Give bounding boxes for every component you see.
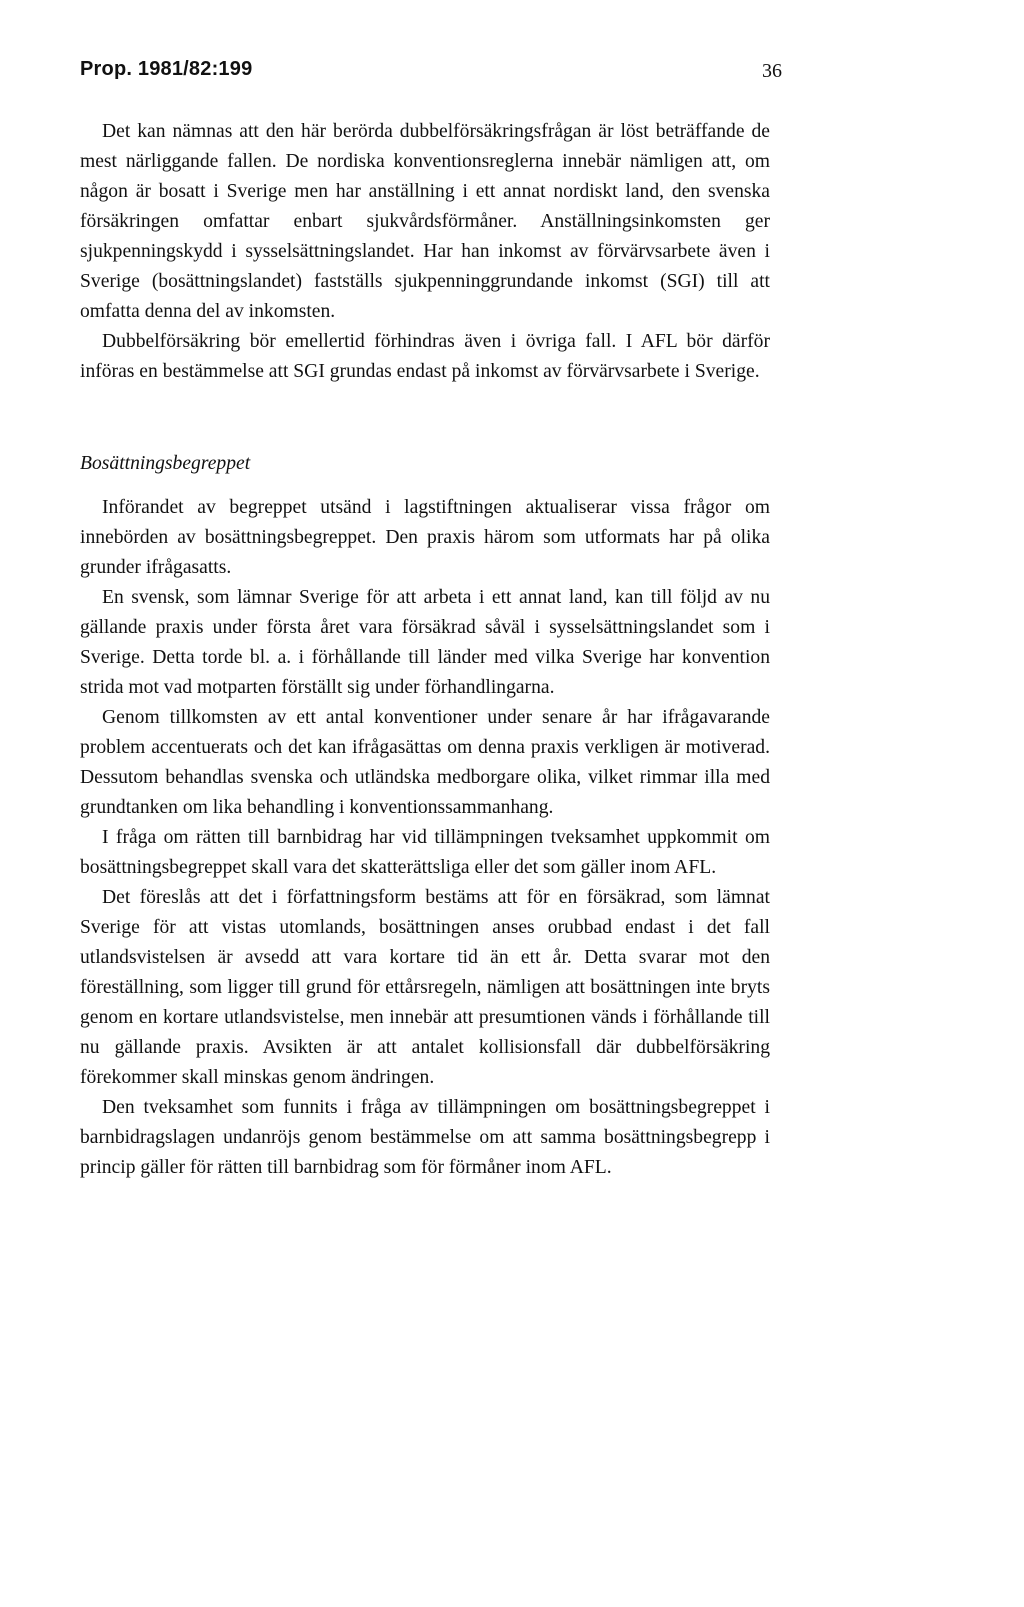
paragraph: Införandet av begreppet utsänd i lagstiftningen aktualiserar vissa frågor om innebörden av bosättningsbegreppet. Den praxis härom som utformats har på olika grunder ifrågasatts. [80,497,770,578]
page-number: 36 [762,60,782,82]
document-body [80,117,770,1183]
paragraph: I fråga om rätten till barnbidrag har vid tillämpningen tveksamhet uppkommit om bosättningsbegreppet skall vara det skatterättsliga eller det som gäller inom AFL. [80,827,770,878]
paragraph: Det kan nämnas att den här berörda dubbelförsäkringsfrågan är löst beträffande de mest närliggande fallen. De nordiska konventionsreglerna innebär nämligen att, om någon är bosatt i Sverige men har anställning i ett annat nordiskt land, den svenska försäkringen omfattar enbart sjukvårdsförmåner. Anställningsinkomsten ger sjukpenningskydd i sysselsättningslandet. Har han inkomst av förvärvsarbete även i Sverige (bosättningslandet) fastställs sjukpenninggrundande inkomst (SGI) till att omfatta denna del av inkomsten. [80,121,770,322]
paragraph: Genom tillkomsten av ett antal konventioner under senare år har ifrågavarande problem accentuerats och det kan ifrågasättas om denna praxis verkligen är motiverad. Dessutom behandlas svenska och utländska medborgare olika, vilket rimmar illa med grundtanken om lika behandling i konventionssammanhang. [80,707,770,818]
document-reference: Prop. 1981/82:199 [80,58,253,80]
paragraph: En svensk, som lämnar Sverige för att arbeta i ett annat land, kan till följd av nu gällande praxis under första året vara försäkrad såväl i sysselsättningslandet som i Sverige. Detta torde bl. a. i förhållande till länder med vilka Sverige har konvention strida mot vad motparten förställt sig under förhandlingarna. [80,587,770,698]
paragraph: Det föreslås att det i författningsform bestäms att för en försäkrad, som lämnat Sverige för att vistas utomlands, bosättningen anses orubbad endast i det fall utlandsvistelsen är avsedd att vara kortare tid än ett år. Detta svarar mot den föreställning, som ligger till grund för ettårsregeln, nämligen att bosättningen inte bryts genom en kortare utlandsvistelse, men innebär att presumtionen vänds i förhållande till nu gällande praxis. Avsikten är att antalet kollisionsfall där dubbelförsäkring förekommer skall minskas genom ändringen. [80,887,770,1088]
section-heading: Bosättningsbegreppet [80,453,251,474]
page-header [80,58,782,88]
paragraph: Den tveksamhet som funnits i fråga av tillämpningen om bosättningsbegreppet i barnbidragslagen undanröjs genom bestämmelse om att samma bosättningsbegrepp i princip gäller för rätten till barnbidrag som för förmåner inom AFL. [80,1097,770,1178]
document-page [80,0,782,1607]
paragraph: Dubbelförsäkring bör emellertid förhindras även i övriga fall. I AFL bör därför införas en bestämmelse att SGI grundas endast på inkomst av förvärvsarbete i Sverige. [80,331,770,382]
